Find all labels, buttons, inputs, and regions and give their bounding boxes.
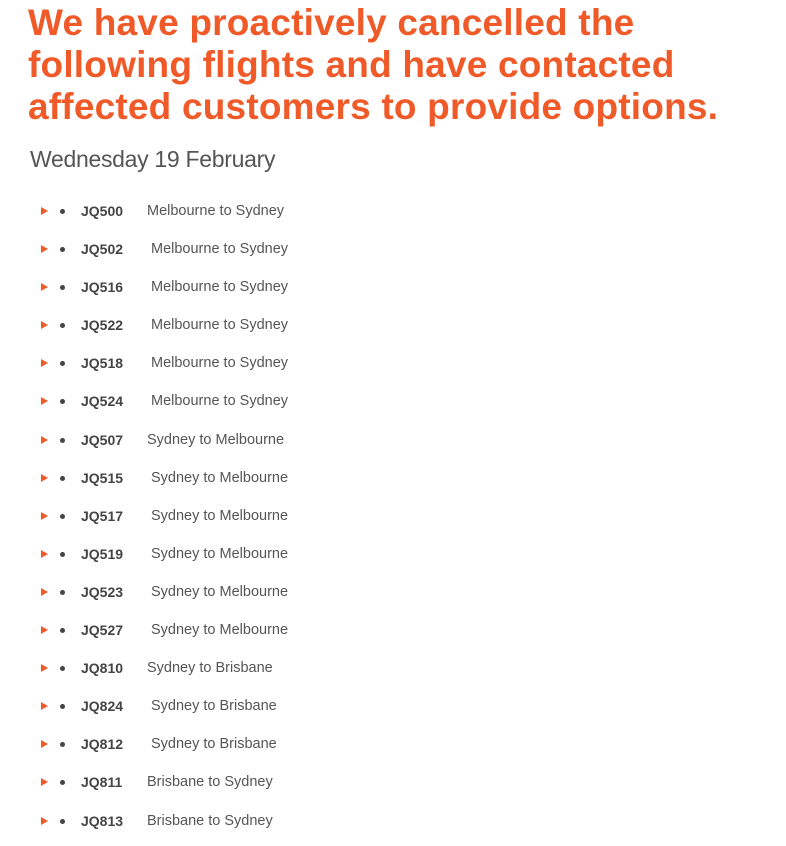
flight-route: Sydney to Melbourne xyxy=(151,469,289,486)
flight-code: JQ500 xyxy=(81,203,124,219)
flight-code: JQ810 xyxy=(81,660,124,677)
flight-route: Sydney to Brisbane xyxy=(151,698,277,715)
flight-code: JQ517 xyxy=(81,507,124,524)
bullet-icon xyxy=(60,552,65,557)
bullet-icon xyxy=(60,285,65,290)
page-headline: We have proactively cancelled the following flights and have contacted affected customers to provide options. xyxy=(28,2,719,127)
flight-route: Sydney to Melbourne xyxy=(151,622,289,639)
flight-item xyxy=(0,198,400,236)
flight-item xyxy=(0,617,400,655)
arrow-icon xyxy=(41,550,48,558)
flight-item xyxy=(0,503,400,541)
arrow-icon xyxy=(41,207,48,215)
flight-item xyxy=(0,579,400,617)
flight-route: Sydney to Melbourne xyxy=(147,431,285,448)
flight-item xyxy=(0,693,400,731)
flight-item xyxy=(0,541,400,579)
flight-code: JQ519 xyxy=(81,545,124,562)
bullet-icon xyxy=(60,399,65,404)
arrow-icon xyxy=(41,817,48,825)
bullet-icon xyxy=(60,361,65,366)
bullet-icon xyxy=(60,323,65,328)
bullet-icon xyxy=(60,742,65,747)
bullet-icon xyxy=(60,666,65,671)
arrow-icon xyxy=(41,474,48,482)
arrow-icon xyxy=(41,283,48,291)
flight-code: JQ518 xyxy=(81,355,124,372)
flight-code: JQ824 xyxy=(81,698,124,715)
flight-item xyxy=(0,274,400,312)
flight-code: JQ813 xyxy=(81,812,124,829)
flight-code: JQ523 xyxy=(81,583,124,600)
flight-item xyxy=(0,312,400,350)
flight-route: Sydney to Melbourne xyxy=(151,507,289,524)
bullet-icon xyxy=(60,247,65,252)
date-heading: Wednesday 19 February xyxy=(30,146,276,172)
flight-route: Sydney to Brisbane xyxy=(151,736,277,753)
flight-item xyxy=(0,427,400,465)
arrow-icon xyxy=(41,512,48,520)
bullet-icon xyxy=(60,514,65,519)
flight-route: Melbourne to Sydney xyxy=(151,393,289,410)
flight-item xyxy=(0,350,400,388)
arrow-icon xyxy=(41,740,48,748)
arrow-icon xyxy=(41,664,48,672)
flight-code: JQ811 xyxy=(81,774,123,791)
flight-code: JQ812 xyxy=(81,736,124,753)
bullet-icon xyxy=(60,704,65,709)
bullet-icon xyxy=(60,438,65,443)
bullet-icon xyxy=(60,476,65,481)
flight-code: JQ502 xyxy=(81,241,124,258)
flight-route: Sydney to Brisbane xyxy=(147,660,273,677)
arrow-icon xyxy=(41,626,48,634)
flight-item xyxy=(0,465,400,503)
arrow-icon xyxy=(41,397,48,405)
flight-code: JQ522 xyxy=(81,317,124,334)
flight-route: Brisbane to Sydney xyxy=(147,774,273,791)
flight-route: Sydney to Melbourne xyxy=(151,545,289,562)
bullet-icon xyxy=(60,628,65,633)
flight-code: JQ524 xyxy=(81,393,124,410)
arrow-icon xyxy=(41,588,48,596)
flight-route: Brisbane to Sydney xyxy=(147,812,273,829)
bullet-icon xyxy=(60,590,65,595)
flight-route: Melbourne to Sydney xyxy=(147,203,285,219)
flight-item xyxy=(0,388,400,426)
flight-route: Melbourne to Sydney xyxy=(151,355,289,372)
bullet-icon xyxy=(60,209,65,214)
bullet-icon xyxy=(60,819,65,824)
flight-item xyxy=(0,769,400,807)
flight-route: Melbourne to Sydney xyxy=(151,317,289,334)
flight-item xyxy=(0,731,400,769)
flight-item xyxy=(0,655,400,693)
arrow-icon xyxy=(41,778,48,786)
arrow-icon xyxy=(41,436,48,444)
bullet-icon xyxy=(60,780,65,785)
arrow-icon xyxy=(41,321,48,329)
flight-route: Sydney to Melbourne xyxy=(151,583,289,600)
flight-route: Melbourne to Sydney xyxy=(151,279,289,296)
flight-code: JQ507 xyxy=(81,431,124,448)
flight-code: JQ527 xyxy=(81,622,124,639)
flight-item xyxy=(0,236,400,274)
arrow-icon xyxy=(41,702,48,710)
flight-route: Melbourne to Sydney xyxy=(151,241,289,258)
flight-code: JQ515 xyxy=(81,469,124,486)
arrow-icon xyxy=(41,359,48,367)
arrow-icon xyxy=(41,245,48,253)
flight-code: JQ516 xyxy=(81,279,124,296)
cancelled-flights-list xyxy=(0,198,400,846)
